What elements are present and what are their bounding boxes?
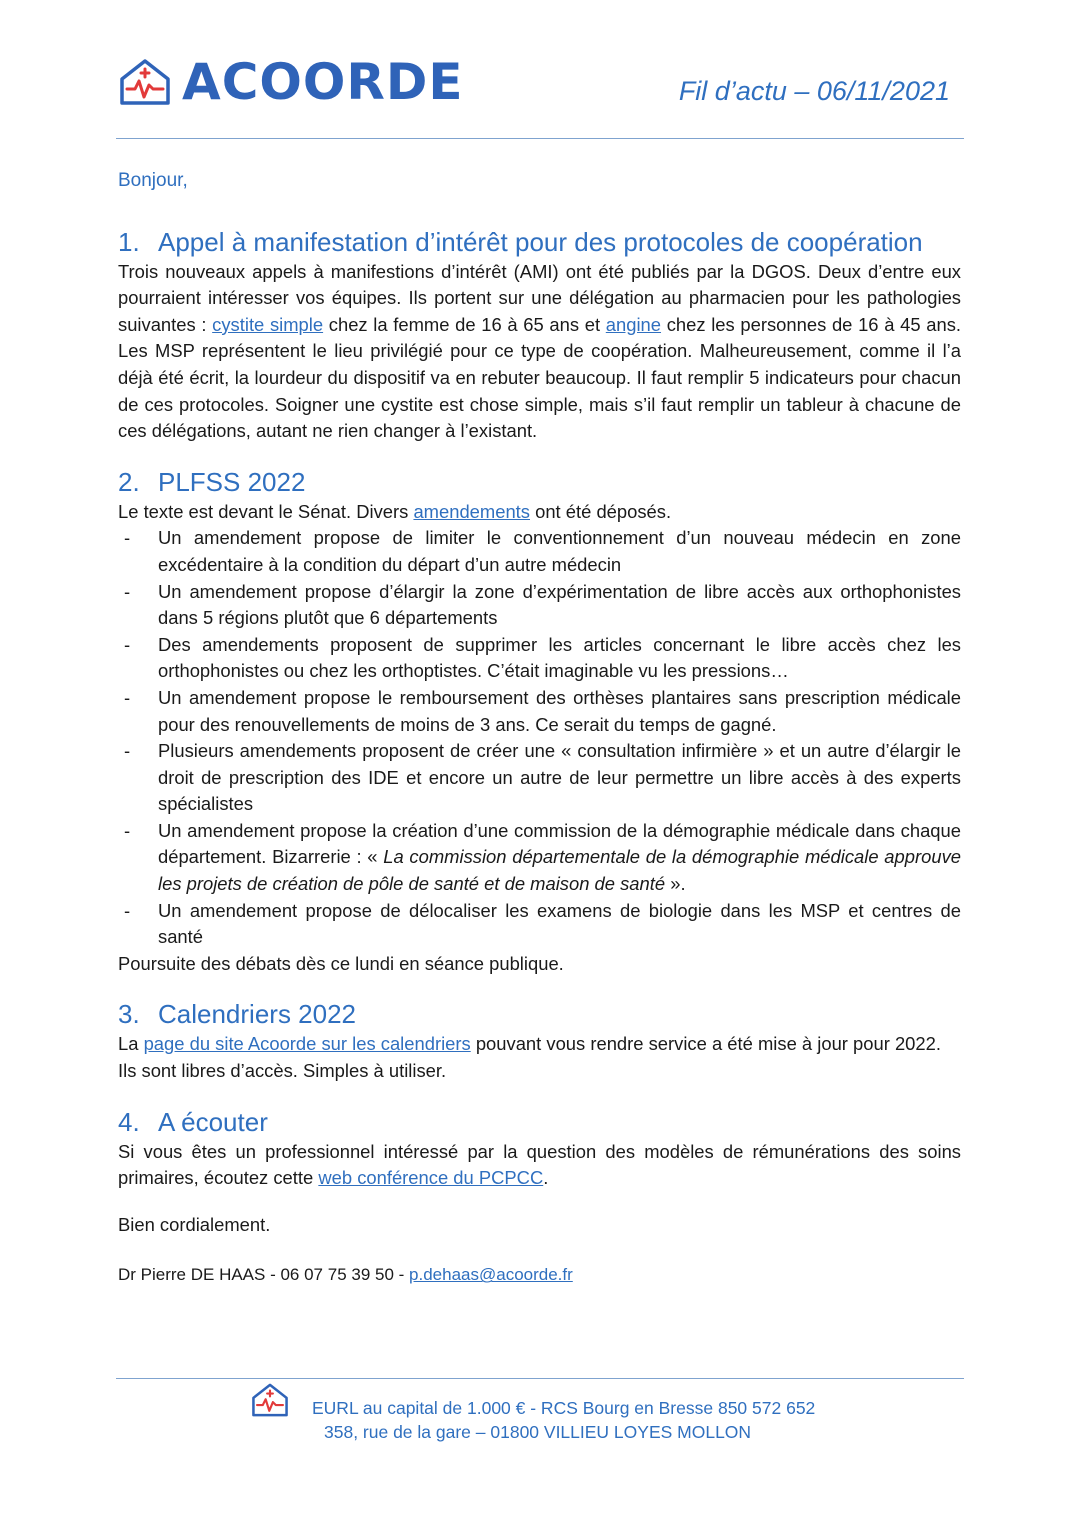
section-2-outro: Poursuite des débats dès ce lundi en séance publique.	[118, 952, 564, 974]
footer-legal	[312, 1396, 815, 1444]
list-item: - Un amendement propose le remboursement des orthèses plantaires sans prescription médicale pour des renouvellements de moins de 3 ans. Ce serait du temps de gagné.	[124, 686, 961, 735]
quote-italic: La commission départementale de la démographie médicale approuve les projets de création de pôle de santé et de maison de santé	[158, 846, 961, 895]
house-heartbeat-icon	[118, 57, 172, 107]
header-divider	[116, 138, 964, 139]
house-heartbeat-icon	[250, 1382, 290, 1418]
section-3-heading: 3. Calendriers 2022	[118, 999, 357, 1030]
list-item: - Un amendement propose de limiter le conventionnement d’un nouveau médecin en zone excédentaire à la condition du départ d’un autre médecin	[124, 527, 961, 575]
closing: Bien cordialement.	[118, 1213, 271, 1235]
greeting: Bonjour,	[118, 170, 188, 191]
footer	[116, 1378, 964, 1458]
contact-line: Dr Pierre DE HAAS - 06 07 75 39 50 - p.dehaas@acoorde.fr	[118, 1265, 573, 1285]
email-link[interactable]: p.dehaas@acoorde.fr	[409, 1265, 573, 1285]
section-1-paragraph: Trois nouveaux appels à manifestions d’intérêt (AMI) ont été publiés par la DGOS. Deux d’entre eux pourraient intéresser vos équipes. Ils portent sur une délégation au pharmacien pour les pathologies suivantes : cystite simple chez la femme de 16 à 65 ans et angine chez les personnes de 16 à 45 ans. Les MSP représentent le lieu privilégié pour ce type de coopération. Malheureusement, comme il l’a déjà été écrit, la lourdeur du dispositif va en rebuter beaucoup. Il faut remplir 5 indicateurs pour chacun de ces protocoles. Soigner une cystite est chose simple, mais s’il faut remplir un tableur à chacune de ces délégations, autant ne rien changer à l’existant.	[118, 260, 961, 442]
list-item: - Un amendement propose de délocaliser les examens de biologie dans les MSP et centres de santé	[124, 899, 961, 948]
footer-logo	[250, 1382, 290, 1423]
list-item: - Un amendement propose d’élargir la zone d’expérimentation de libre accès aux orthophonistes dans 5 régions plutôt que 6 départements	[124, 580, 961, 629]
section-3	[118, 997, 961, 1084]
section-4	[118, 1105, 961, 1192]
amendments-list	[118, 525, 961, 951]
acoorde-logo	[118, 54, 464, 110]
issue-date: Fil d’actu – 06/11/2021	[678, 76, 950, 106]
newsletter-body	[118, 168, 961, 1289]
list-item: - Plusieurs amendements proposent de créer une « consultation infirmière » et un autre d’élargir le droit de prescription des IDE et encore un autre de leur permettre un libre accès à des experts spécialistes	[124, 740, 961, 815]
link-angine[interactable]: angine	[605, 313, 662, 335]
footer-company-line: EURL au capital de 1.000 € - RCS Bourg en Bresse 850 572 652	[312, 1398, 816, 1418]
section-4-paragraph: Si vous êtes un professionnel intéressé par la question des modèles de rémunérations des soins primaires, écoutez cette web conférence du PCPCC.	[118, 1140, 961, 1189]
footer-address-line: 358, rue de la gare – 01800 VILLIEU LOYES MOLLON	[324, 1422, 752, 1442]
header	[118, 50, 964, 110]
section-4-heading: 4. A écouter	[118, 1106, 268, 1137]
link-cystite-simple[interactable]: cystite simple	[212, 313, 324, 335]
link-web-conference[interactable]: web conférence du PCPCC	[318, 1167, 544, 1189]
section-1-heading: 1. Appel à manifestation d’intérêt pour des protocoles de coopération	[118, 226, 923, 257]
link-amendements[interactable]: amendements	[413, 500, 530, 522]
section-2	[118, 465, 961, 978]
section-2-intro: Le texte est devant le Sénat. Divers amendements ont été déposés.	[118, 500, 672, 522]
list-item: - Un amendement propose la création d’une commission de la démographie médicale dans chaque département. Bizarrerie : « La commission départementale de la démographie médicale approuve les projets de création de pôle de santé et de maison de santé ».	[124, 819, 961, 895]
link-calendriers-page[interactable]: page du site Acoorde sur les calendriers	[143, 1033, 471, 1055]
section-2-heading: 2. PLFSS 2022	[118, 466, 306, 497]
logo-wordmark: ACOORDE	[182, 53, 464, 111]
section-1	[118, 225, 961, 445]
list-item: - Des amendements proposent de supprimer les articles concernant le libre accès chez les orthophonistes ou chez les orthoptistes. C’était imaginable vu les pressions…	[124, 633, 961, 682]
section-3-paragraph: La page du site Acoorde sur les calendriers pouvant vous rendre service a été mise à jour pour 2022. Ils sont libres d’accès. Simples à utiliser.	[118, 1033, 941, 1082]
